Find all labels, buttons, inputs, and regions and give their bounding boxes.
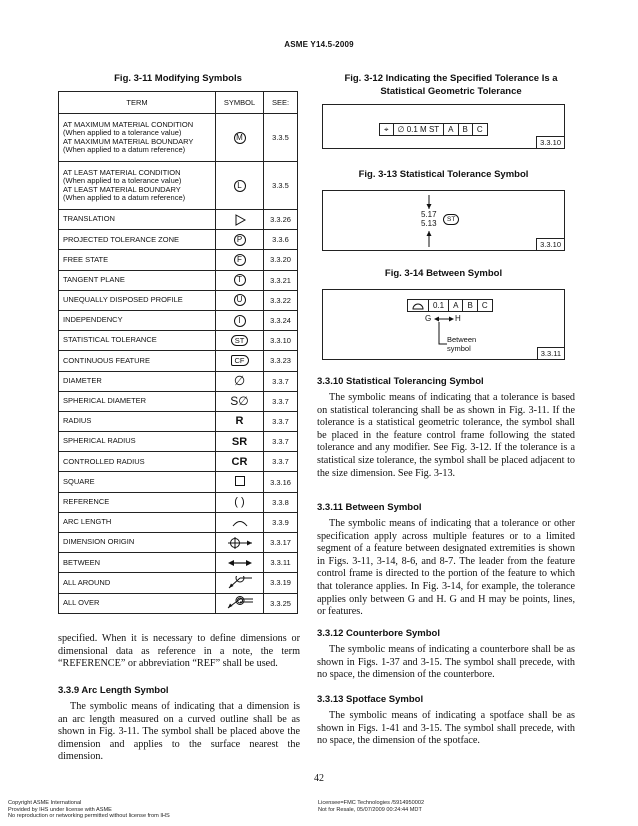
see-cell: 3.3.9 (264, 512, 298, 532)
term-cell: SPHERICAL DIAMETER (59, 391, 216, 411)
unequal-profile-icon: U (234, 294, 246, 306)
fig-3-12-title-text: Fig. 3-12 Indicating the Specified Tolerance Is a Statistical Geometric Tolerance (344, 73, 558, 97)
section-3-3-10-heading: 3.3.10 Statistical Tolerancing Symbol (317, 376, 484, 387)
symbol-cell (216, 310, 264, 330)
symbol-cell (216, 573, 264, 593)
see-cell: 3.3.5 (264, 162, 298, 210)
table-row (59, 492, 298, 512)
table-row (59, 391, 298, 411)
term-cell: DIAMETER (59, 371, 216, 391)
term-cell: CONTROLLED RADIUS (59, 452, 216, 472)
translation-triangle-icon (234, 214, 246, 226)
symbol-cell (216, 553, 264, 573)
symbol-cell (216, 230, 264, 250)
see-cell: 3.3.20 (264, 250, 298, 270)
independency-icon: I (234, 315, 246, 327)
symbol-cell (216, 210, 264, 230)
table-row (59, 573, 298, 593)
section-3-3-13-heading: 3.3.13 Spotface Symbol (317, 694, 424, 705)
footer-right: Licensee=FMC Technologies /5914950002 Not for Resale, 05/07/2009 00:24:44 MDT (318, 800, 425, 813)
term-cell: SQUARE (59, 472, 216, 492)
symbol-cell (216, 512, 264, 532)
symbol-cell (216, 250, 264, 270)
reference-symbol: ( ) (216, 492, 264, 512)
table-row (59, 553, 298, 573)
spherical-diameter-icon: S∅ (216, 391, 264, 411)
see-cell: 3.3.17 (264, 533, 298, 553)
see-cell: 3.3.6 (264, 230, 298, 250)
symbol-cell (216, 331, 264, 351)
table-row (59, 230, 298, 250)
table-row (59, 371, 298, 391)
term-cell (59, 114, 216, 162)
term-cell: PROJECTED TOLERANCE ZONE (59, 230, 216, 250)
point-g-label: G (425, 314, 432, 323)
datum-a: A (444, 124, 458, 135)
section-3-3-11-text: The symbolic means of indicating that a tolerance or other specification apply across multiple features or to a limited segment of a feature between designated extremities is shown in Figs. 3-11, 3-14, 8-6, and 8-7. The leader from the feature control frame is directed to the portion of the feature to which that tolerance applies. In Fig. 3-14, for example, the tolerance applies only between G and H. G and H may be points, lines, or features. (317, 518, 575, 618)
see-cell: 3.3.5 (264, 114, 298, 162)
symbol-cell (216, 114, 264, 162)
table-row (59, 250, 298, 270)
term-cell: SPHERICAL RADIUS (59, 432, 216, 452)
table-row (59, 512, 298, 532)
symbol-cell (216, 593, 264, 613)
see-cell: 3.3.16 (264, 472, 298, 492)
symbol-cell (216, 351, 264, 371)
section-3-3-12-body (317, 644, 575, 682)
see-cell: 3.3.7 (264, 371, 298, 391)
see-cell: 3.3.21 (264, 270, 298, 290)
profile-surface-icon (408, 300, 429, 311)
tolerance-value: 0.1 (429, 300, 449, 311)
section-3-3-9-text: The symbolic means of indicating that a dimension is an arc length measured on a curved outline shall be as shown in Fig. 3-11. The symbol shall be placed above the dimension and applies to the surface nearest the dimension. (58, 701, 300, 763)
symbol-cell (216, 162, 264, 210)
term-cell: ALL OVER (59, 593, 216, 613)
tolerance-compartment: ∅ 0.1 M ST (394, 124, 445, 135)
fig-3-13-title: Fig. 3-13 Statistical Tolerance Symbol (358, 169, 529, 180)
see-cell: 3.3.23 (264, 351, 298, 371)
page-header: ASME Y14.5-2009 (284, 40, 354, 49)
table-row (59, 331, 298, 351)
statistical-tolerance-icon: ST (231, 335, 249, 346)
see-cell: 3.3.7 (264, 452, 298, 472)
see-cell: 3.3.19 (264, 573, 298, 593)
section-3-3-12-text: The symbolic means of indicating a counterbore shall be as shown in Figs. 1-37 and 3-15. The symbol shall precede, with no space, the dimension of the counterbore. (317, 644, 575, 681)
table-row (59, 411, 298, 431)
see-cell: 3.3.25 (264, 593, 298, 613)
page-number: 42 (314, 773, 324, 784)
fig-3-11-title: Fig. 3-11 Modifying Symbols (114, 73, 242, 84)
continuous-feature-icon: CF (231, 355, 249, 366)
datum-c: C (476, 125, 483, 134)
term-cell: FREE STATE (59, 250, 216, 270)
diameter-symbol-icon: ∅ (216, 371, 264, 391)
term-cell: ALL AROUND (59, 573, 216, 593)
term-cell: UNEQUALLY DISPOSED PROFILE (59, 290, 216, 310)
see-cell: 3.3.11 (264, 553, 298, 573)
between-symbol-note: Between symbol (447, 335, 477, 353)
table-row (59, 472, 298, 492)
square-icon (235, 476, 245, 486)
dimension-origin-icon (226, 536, 254, 550)
datum-a: A (449, 300, 463, 311)
table-header-row (59, 92, 298, 114)
term-cell: CONTINUOUS FEATURE (59, 351, 216, 371)
reference-label: 3.3.11 (537, 347, 565, 360)
reference-label: 3.3.10 (536, 136, 565, 149)
fig-3-14-box (322, 289, 565, 360)
symbol-cell (216, 270, 264, 290)
term-text: AT LEAST MATERIAL CONDITION (When applied to a tolerance value) AT LEAST MATERIAL BOUNDARY (When applied to a datum reference) (63, 167, 186, 202)
projected-zone-icon: P (234, 234, 246, 246)
term-cell: TRANSLATION (59, 210, 216, 230)
symbol-cell (216, 472, 264, 492)
term-cell: STATISTICAL TOLERANCE (59, 331, 216, 351)
table-row (59, 593, 298, 613)
mmc-symbol-icon: M (234, 132, 246, 144)
see-cell: 3.3.7 (264, 411, 298, 431)
radius-symbol: R (216, 411, 264, 431)
term-cell: REFERENCE (59, 492, 216, 512)
fig-3-12-title (322, 72, 580, 98)
term-cell: DIMENSION ORIGIN (59, 533, 216, 553)
table-row (59, 210, 298, 230)
see-cell: 3.3.7 (264, 391, 298, 411)
term-text: AT MAXIMUM MATERIAL CONDITION (When applied to a tolerance value) AT MAXIMUM MATERIAL BOUNDARY (When applied to a datum reference) (63, 119, 194, 154)
table-row (59, 533, 298, 553)
free-state-icon: F (234, 254, 246, 266)
section-3-3-13-body (317, 710, 575, 748)
spherical-radius-symbol: SR (216, 432, 264, 452)
lower-limit: 5.13 (421, 219, 437, 228)
table-row (59, 432, 298, 452)
symbol-cell (216, 533, 264, 553)
see-cell: 3.3.26 (264, 210, 298, 230)
datum-b: B (459, 124, 473, 135)
section-3-3-10-text: The symbolic means of indicating that a tolerance is based on statistical tolerancing shall be as shown in Fig. 3-11. If the tolerance is a statistical geometric tolerance, the symbol shall be placed in the feature control frame following the stated tolerance and any modifier. See Fig. 3-12. If the tolerance is a statistical size tolerance, the symbol shall be placed adjacent to the size dimension. See Fig. 3-13. (317, 392, 575, 479)
fig-3-13-box (322, 190, 565, 251)
table-row (59, 351, 298, 371)
table-row (59, 290, 298, 310)
datum-c: C (481, 301, 488, 310)
section-3-3-13-text: The symbolic means of indicating a spotface shall be as shown in Figs. 1-41 and 3-15. The symbol shall precede, with no space, the dimension of the spotface. (317, 710, 575, 747)
term-cell: ARC LENGTH (59, 512, 216, 532)
feature-control-frame (407, 299, 493, 312)
term-cell: TANGENT PLANE (59, 270, 216, 290)
table-row (59, 310, 298, 330)
see-cell: 3.3.22 (264, 290, 298, 310)
section-3-3-9-body (58, 701, 300, 764)
section-3-3-11-body (317, 518, 575, 619)
see-cell: 3.3.24 (264, 310, 298, 330)
feature-control-frame (379, 123, 488, 136)
table-row (59, 270, 298, 290)
left-continued-paragraph: specified. When it is necessary to define dimensions or dimensional data as reference in a note, the term “REFERENCE” or abbreviation “REF” shall be used. (58, 633, 300, 670)
modifying-symbols-table (58, 91, 298, 614)
table-row (59, 162, 298, 210)
all-over-icon (226, 596, 254, 610)
controlled-radius-symbol: CR (216, 452, 264, 472)
column-header-see: SEE: (264, 92, 298, 114)
position-symbol-icon: ⌖ (380, 124, 394, 135)
upper-limit: 5.17 (421, 210, 437, 219)
table-row (59, 114, 298, 162)
see-cell: 3.3.7 (264, 432, 298, 452)
datum-b: B (463, 300, 477, 311)
column-header-term: TERM (59, 92, 216, 114)
table-row (59, 452, 298, 472)
section-3-3-10-body (317, 392, 575, 480)
see-cell: 3.3.8 (264, 492, 298, 512)
see-cell: 3.3.10 (264, 331, 298, 351)
tangent-plane-icon: T (234, 274, 246, 286)
lmc-symbol-icon: L (234, 180, 246, 192)
term-cell: BETWEEN (59, 553, 216, 573)
all-around-icon (227, 576, 253, 590)
column-header-symbol: SYMBOL (216, 92, 264, 114)
statistical-tolerance-icon: ST (443, 214, 459, 225)
section-3-3-12-heading: 3.3.12 Counterbore Symbol (317, 628, 441, 639)
footer-left: Copyright ASME International Provided by IHS under license with ASME No reproduction or networking permitted without license from IHS (8, 800, 170, 820)
point-h-label: H (455, 314, 461, 323)
fig-3-14-title: Fig. 3-14 Between Symbol (384, 268, 503, 279)
symbol-cell (216, 290, 264, 310)
section-3-3-9-heading: 3.3.9 Arc Length Symbol (58, 685, 169, 696)
term-cell (59, 162, 216, 210)
term-cell: INDEPENDENCY (59, 310, 216, 330)
arc-length-icon (232, 519, 248, 527)
fig-3-12-box (322, 104, 565, 149)
term-cell: RADIUS (59, 411, 216, 431)
reference-label: 3.3.10 (536, 238, 565, 251)
between-arrow-icon (227, 558, 253, 568)
section-3-3-11-heading: 3.3.11 Between Symbol (317, 502, 422, 513)
